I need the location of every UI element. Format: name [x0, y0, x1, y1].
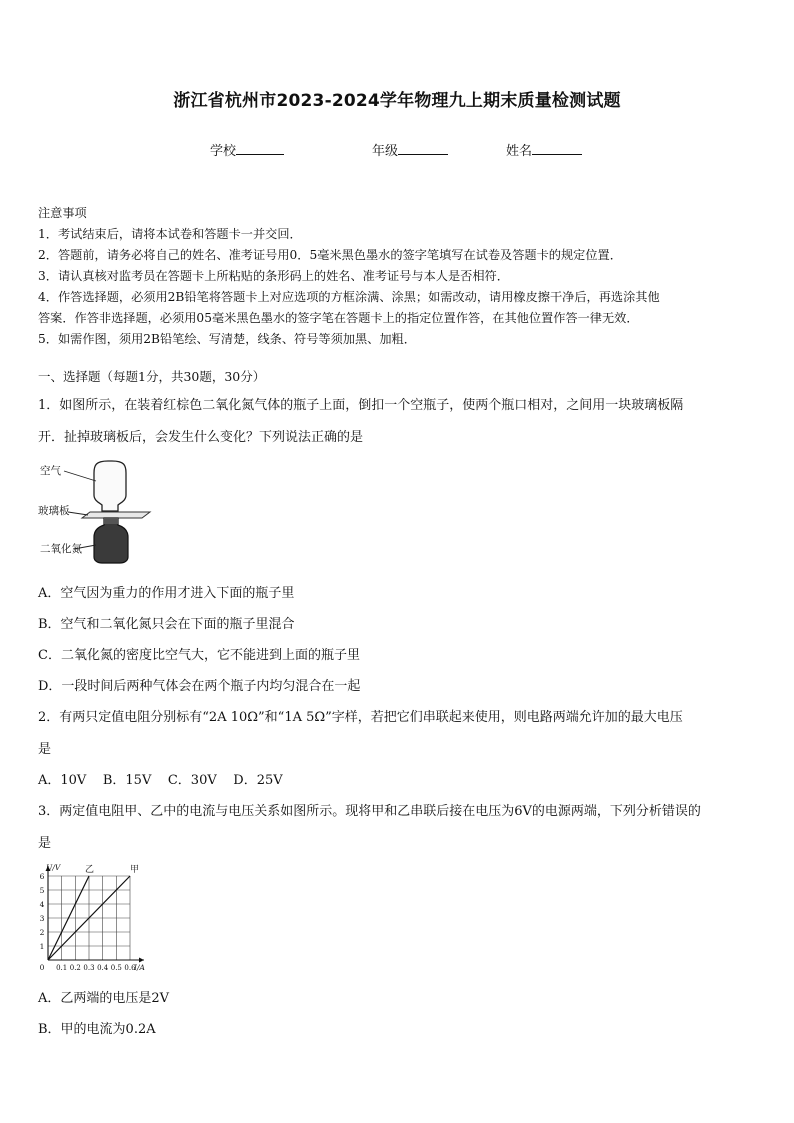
note-item: 5．如需作图，须用2B铅笔绘、写清楚，线条、符号等须加黑、加粗．	[38, 332, 416, 346]
note-item: 答案．作答非选择题，必须用05毫米黑色墨水的签字笔在答题卡上的指定位置作答，在其他位置作答一律无效．	[38, 311, 639, 325]
q3-option-b[interactable]: B．甲的电流为0.2A	[38, 1022, 156, 1037]
bottles-figure	[38, 455, 168, 567]
voltage-current-chart	[34, 864, 158, 976]
q1-option-b[interactable]: B．空气和二氧化氮只会在下面的瓶子里混合	[38, 617, 295, 632]
glass-plate	[82, 512, 150, 518]
notes-heading: 注意事项	[38, 206, 87, 220]
x-tick-label: 0.5	[110, 964, 122, 972]
origin-label: 0	[39, 963, 45, 972]
q3-stem-line2: 是	[38, 836, 52, 851]
x-tick-label: 0.2	[69, 964, 81, 972]
x-tick-label: 0.4	[97, 964, 109, 972]
notes-section	[38, 203, 758, 350]
q3-option-a[interactable]: A．乙两端的电压是2V	[38, 991, 170, 1006]
q2-stem-line2: 是	[38, 742, 52, 757]
y-axis-label: U/V	[46, 864, 61, 872]
label-no2: 二氧化氮	[40, 543, 82, 555]
series-label-yi: 乙	[85, 865, 95, 875]
q1-option-c[interactable]: C．二氧化氮的密度比空气大，它不能进到上面的瓶子里	[38, 648, 360, 663]
grade-label: 年级	[372, 144, 399, 159]
x-tick-label: 0.1	[56, 964, 68, 972]
lower-bottle	[94, 518, 128, 563]
x-axis-label: I/A	[134, 963, 145, 972]
q1-stem-line1: 1．如图所示，在装着红棕色二氧化氮气体的瓶子上面，倒扣一个空瓶子，使两个瓶口相对，之间用一块玻璃板隔	[38, 398, 684, 413]
grade-blank[interactable]	[398, 142, 448, 155]
y-tick-label: 4	[39, 900, 45, 909]
name-field	[506, 140, 582, 159]
x-axis-arrow	[139, 958, 144, 963]
section-heading: 一、选择题（每题1分，共30题，30分）	[38, 369, 266, 384]
q1-option-d[interactable]: D．一段时间后两种气体会在两个瓶子内均匀混合在一起	[38, 679, 361, 694]
y-tick-label: 5	[39, 886, 45, 895]
note-item: 2．答题前，请务必将自己的姓名、准考证号用0．5毫米黑色墨水的签字笔填写在试卷及答题卡的规定位置．	[38, 248, 622, 262]
name-blank[interactable]	[532, 142, 582, 155]
series-label-jia: 甲	[130, 865, 140, 875]
note-item: 1．考试结束后，请将本试卷和答题卡一并交回．	[38, 227, 302, 241]
y-tick-label: 1	[39, 942, 45, 951]
grade-field	[372, 140, 448, 159]
y-tick-label: 3	[39, 914, 45, 923]
exam-title: 浙江省杭州市2023-2024学年物理九上期末质量检测试题	[173, 91, 621, 111]
x-tick-label: 0.6	[124, 964, 136, 972]
q2-options[interactable]: A．10V B．15V C．30V D．25V	[38, 773, 283, 788]
note-item: 4．作答选择题，必须用2B铅笔将答题卡上对应选项的方框涂满、涂黑；如需改动，请用橡皮擦干净后，再选涂其他	[38, 290, 660, 304]
label-air: 空气	[40, 465, 61, 477]
label-glass: 玻璃板	[38, 505, 70, 517]
q3-stem-line1: 3．两定值电阻甲、乙中的电流与电压关系如图所示。现将甲和乙串联后接在电压为6V的电源两端，下列分析错误的	[38, 804, 701, 819]
q1-stem-line2: 开．扯掉玻璃板后，会发生什么变化？下列说法正确的是	[38, 430, 364, 445]
x-tick-label: 0.3	[83, 964, 95, 972]
y-tick-label: 2	[39, 928, 45, 937]
school-label: 学校	[210, 144, 237, 159]
q2-stem-line1: 2．有两只定值电阻分别标有“2A 10Ω”和“1A 5Ω”字样，若把它们串联起来使用，则电路两端允许加的最大电压	[38, 710, 683, 725]
y-tick-label: 6	[39, 872, 45, 881]
note-item: 3．请认真核对监考员在答题卡上所粘贴的条形码上的姓名、准考证号与本人是否相符．	[38, 269, 509, 283]
name-label: 姓名	[506, 144, 533, 159]
school-blank[interactable]	[236, 142, 284, 155]
q1-option-a[interactable]: A．空气因为重力的作用才进入下面的瓶子里	[38, 586, 295, 601]
upper-bottle	[94, 461, 126, 511]
school-field	[210, 140, 284, 159]
